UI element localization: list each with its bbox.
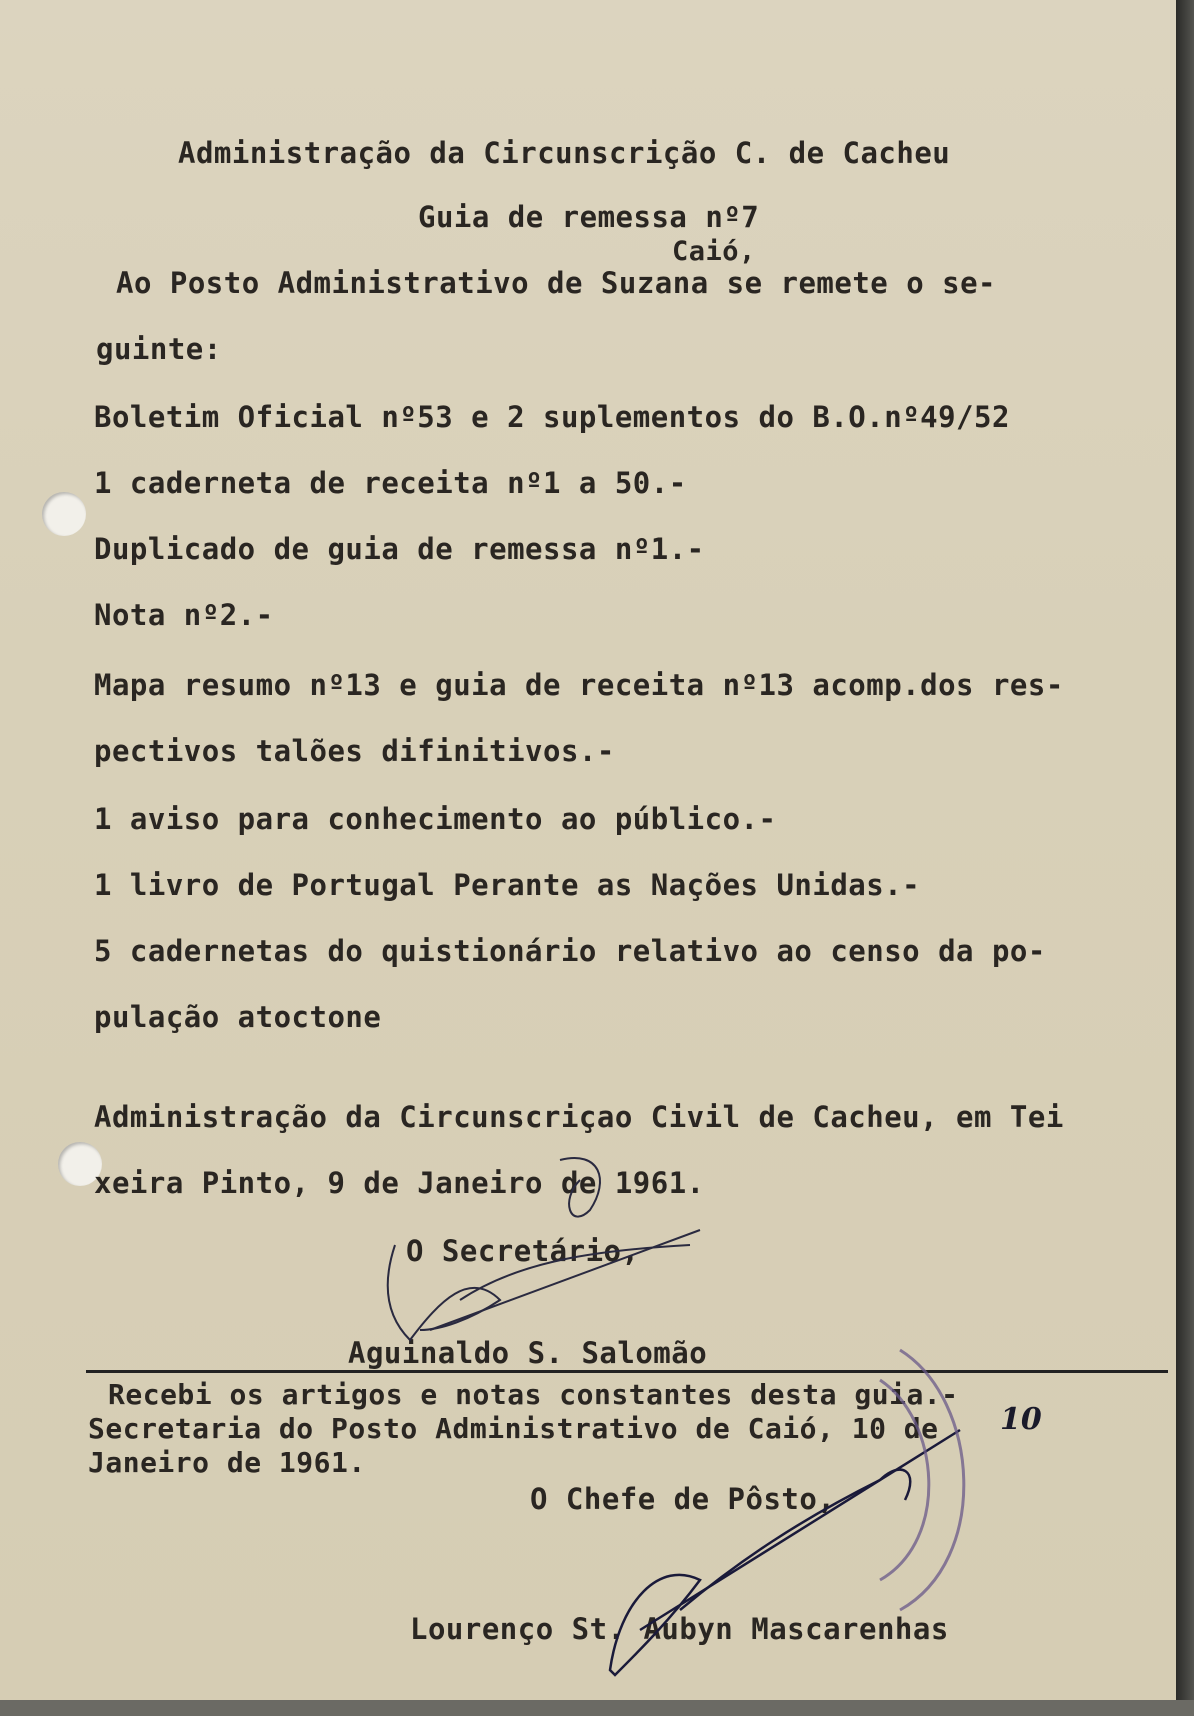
chief-signature — [610, 1430, 960, 1675]
document-title: Administração da Circunscrição C. de Cacheu — [178, 136, 951, 170]
correction-text: Caió, — [672, 236, 756, 267]
item-line: Boletim Oficial nº53 e 2 suplementos do B.O.nº49/52 — [94, 400, 1010, 434]
receipt-line-2: Secretaria do Posto Administrativo de Caió, 10 de — [88, 1412, 939, 1445]
item-line: 1 aviso para conhecimento ao público.- — [94, 802, 777, 836]
item-line: Nota nº2.- — [94, 598, 274, 632]
scan-edge-right — [1176, 0, 1194, 1716]
item-line: Duplicado de guia de remessa nº1.- — [94, 532, 705, 566]
official-stamp — [880, 1350, 964, 1610]
receipt-line-1: Recebi os artigos e notas constantes desta guia.- — [108, 1378, 959, 1411]
item-line: 1 livro de Portugal Perante as Nações Unidas.- — [94, 868, 921, 902]
chief-name: Lourenço St. Aubyn Mascarenhas — [410, 1612, 949, 1646]
chief-role: O Chefe de Pôsto, — [530, 1482, 836, 1516]
secretary-signature — [388, 1158, 700, 1340]
scan-edge-bottom — [0, 1700, 1194, 1716]
item-line: Mapa resumo nº13 e guia de receita nº13 acomp.dos res- — [94, 668, 1064, 702]
closing-line-2: xeira Pinto, 9 de Janeiro de 1961. — [94, 1166, 705, 1200]
item-line: 5 cadernetas do quistionário relativo ao censo da po- — [94, 934, 1046, 968]
item-line: pulação atoctone — [94, 1000, 382, 1034]
item-line: pectivos talões difinitivos.- — [94, 734, 615, 768]
closing-line-1: Administração da Circunscriçao Civil de Cacheu, em Tei — [94, 1100, 1064, 1134]
secretary-name: Aguinaldo S. Salomão — [348, 1336, 708, 1370]
item-line: 1 caderneta de receita nº1 a 50.- — [94, 466, 687, 500]
secretary-role: O Secretário, — [406, 1234, 640, 1268]
intro-line-2: guinte: — [96, 332, 222, 366]
handwritten-day: 10 — [1000, 1402, 1042, 1437]
receipt-line-3: Janeiro de 1961. — [88, 1446, 366, 1479]
guide-number: Guia de remessa nº7 — [418, 200, 760, 234]
intro-line-1: Ao Posto Administrativo de Suzana se remete o se- — [116, 266, 997, 300]
